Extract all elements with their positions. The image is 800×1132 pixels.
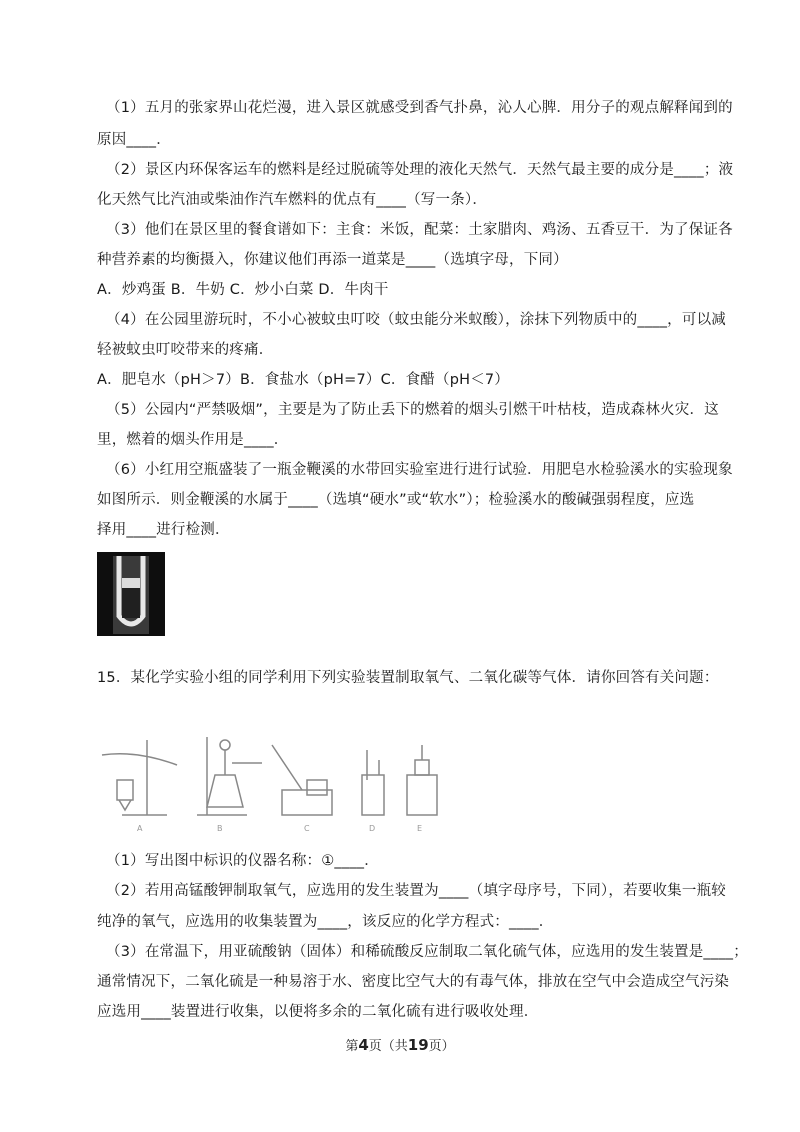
- footer-total-pages: 19: [407, 1036, 429, 1054]
- line-q14-6c: 择用____进行检测．: [97, 522, 230, 538]
- line-q15-1: （1）写出图中标识的仪器名称：①____．: [106, 853, 379, 869]
- line-q15-2a: （2）若用高锰酸钾制取氧气，应选用的发生装置为____（填字母序号，下同），若要收集一瓶较: [106, 883, 726, 899]
- footer-mid: 页（共: [368, 1039, 408, 1054]
- line-q14-2a: （2）景区内环保客运车的燃料是经过脱硫等处理的液化天然气．天然气最主要的成分是____；液: [106, 162, 734, 178]
- line-q14-4a: （4）在公园里游玩时，不小心被蚊虫叮咬（蚊虫能分米蚁酸），涂抹下列物质中的____，可以减: [106, 312, 726, 328]
- line-q14-1b: 原因____．: [97, 132, 171, 148]
- page-footer: [0, 1035, 800, 1054]
- footer-prefix: 第: [345, 1039, 359, 1054]
- line-q14-5a: （5）公园内“严禁吸烟”，主要是为了防止丢下的燃着的烟头引燃干叶枯枝，造成森林火灾．这: [106, 402, 719, 418]
- line-q14-3-options: A．炒鸡蛋 B．牛奶 C．炒小白菜 D．牛肉干: [97, 282, 389, 298]
- line-q15-3b: 通常情况下，二氧化硫是一种易溶于水、密度比空气大的有毒气体，排放在空气中会造成空气污染: [97, 974, 730, 990]
- label-apparatus-c: C: [304, 824, 310, 833]
- label-apparatus-a: A: [137, 824, 143, 833]
- line-q15-stem: 15．某化学实验小组的同学利用下列实验装置制取氧气、二氧化碳等气体．请你回答有关问题：: [97, 670, 719, 686]
- line-q15-3a: （3）在常温下，用亚硫酸钠（固体）和稀硫酸反应制取二氧化硫气体，应选用的发生装置是____；: [106, 944, 748, 960]
- footer-page-number: 4: [358, 1036, 369, 1054]
- label-apparatus-b: B: [217, 824, 223, 833]
- label-apparatus-e: E: [417, 824, 423, 833]
- line-q14-3a: （3）他们在景区里的餐食谱如下：主食：米饭，配菜：土家腊肉、鸡汤、五香豆干．为了保证各: [106, 222, 733, 238]
- line-q14-1a: （1）五月的张家界山花烂漫，进入景区就感受到香气扑鼻，沁人心脾．用分子的观点解释闻到的: [106, 100, 733, 116]
- lab-apparatus-figure: [97, 735, 467, 835]
- line-q14-6a: （6）小红用空瓶盛装了一瓶金鞭溪的水带回实验室进行进行试验．用肥皂水检验溪水的实验现象: [106, 462, 733, 478]
- footer-suffix: 页）: [428, 1039, 455, 1054]
- line-q14-4-options: A．肥皂水（pH＞7）B．食盐水（pH=7）C．食醋（pH＜7）: [97, 372, 510, 388]
- line-q14-2b: 化天然气比汽油或柴油作汽车燃料的优点有____（写一条）．: [97, 192, 488, 208]
- line-q14-3b: 种营养素的均衡摄入，你建议他们再添一道菜是____（选填字母，下同）: [97, 252, 568, 268]
- label-apparatus-d: D: [369, 824, 376, 833]
- line-q14-5b: 里，燃着的烟头作用是____．: [97, 432, 289, 448]
- test-tube-photo: [97, 552, 165, 636]
- line-q15-3c: 应选用____装置进行收集，以便将多余的二氧化硫有进行吸收处理．: [97, 1004, 539, 1020]
- line-q15-2b: 纯净的氧气，应选用的收集装置为____，该反应的化学方程式：____．: [97, 914, 554, 930]
- line-q14-4b: 轻被蚊虫叮咬带来的疼痛．: [97, 342, 274, 358]
- line-q14-6b: 如图所示．则金鞭溪的水属于____（选填“硬水”或“软水”）；检验溪水的酸碱强弱程度，应选: [97, 492, 695, 508]
